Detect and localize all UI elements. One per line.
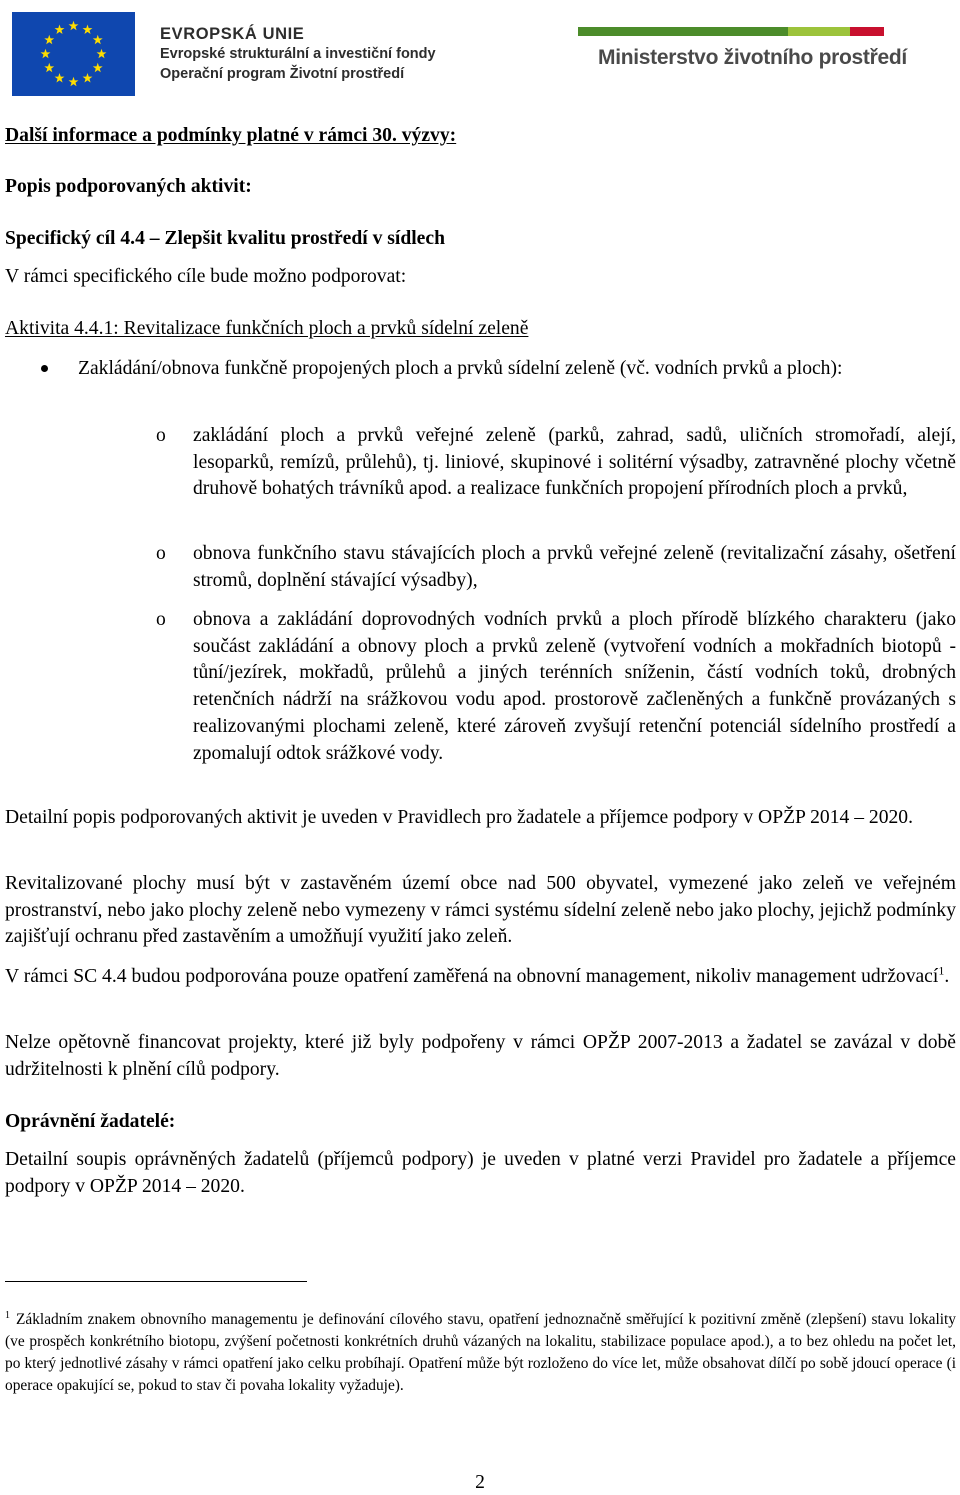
- sub-item-2: obnova funkčního stavu stávajících ploch a prvků veřejné zeleně (revitalizační zásahy, ošetření stromů, doplnění stávající výsadby),: [193, 543, 956, 591]
- specific-goal: Specifický cíl 4.4 – Zlepšit kvalitu prostředí v sídlech: [5, 228, 445, 249]
- bar-segment-dark-green: [578, 27, 788, 36]
- sub-bullet-icon: o: [156, 609, 166, 630]
- bar-segment-red: [850, 27, 884, 36]
- eu-title: EVROPSKÁ UNIE: [160, 25, 305, 43]
- paragraph-sc44-text: V rámci SC 4.4 budou podporována pouze opatření zaměřená na obnovní management, nikoliv management udržovací: [5, 966, 939, 987]
- footnote-separator: [5, 1281, 307, 1282]
- paragraph-detail: Detailní popis podporovaných aktivit je uveden v Pravidlech pro žadatele a příjemce podpory v OPŽP 2014 – 2020.: [5, 807, 913, 828]
- eu-flag-icon: [12, 12, 135, 96]
- footnote-number: 1: [5, 1309, 10, 1321]
- sub-bullet-icon: o: [156, 543, 166, 564]
- sub-item-1: zakládání ploch a prvků veřejné zeleně (parků, zahrad, sadů, uličních stromořadí, alejí, lesoparků, remízů, průlehů), tj. liniové, skupinové i solitérní výsadby, zatravněné plochy včetně druhově bohatých trávníků apod. a realizace funkčních propojení přírodních ploch a prvků,: [193, 425, 956, 500]
- paragraph-applicants: Detailní soupis oprávněných žadatelů (příjemců podpory) je uveden v platné verzi Pravidel pro žadatele a příjemce podpory v OPŽP 2014 – 2020.: [5, 1149, 956, 1197]
- eu-programme-line: Operační program Životní prostředí: [160, 66, 405, 82]
- page-header: [0, 0, 960, 110]
- heading-further-info: Další informace a podmínky platné v rámci 30. výzvy:: [5, 125, 457, 146]
- paragraph-sc44-end: .: [944, 966, 950, 987]
- ministry-color-bar: [578, 27, 884, 36]
- footnote-reference[interactable]: 1: [938, 963, 945, 978]
- paragraph-sc44: [5, 964, 956, 991]
- heading-applicants: Oprávnění žadatelé:: [5, 1111, 176, 1132]
- footnote-text: Základním znakem obnovního managementu je definování cílového stavu, opatření jednoznačně směřující k pozitivní změně (zlepšení) stavu lokality (ve prospěch konkrétního biotopu, zvýšení početnosti konkrétních druhů vázaných na lokalitu, stabilizace populace apod.), a to bez ohledu na počet let, po který jednotlivé zásahy v rámci opatření jako celku probíhají. Opatření může být rozloženo do více let, může obsahovat dílčí po sobě jdoucí operace (i operace opakující se, pokud to stav či povaha lokality vyžaduje).: [5, 1311, 956, 1394]
- eu-funds-line: Evropské strukturální a investiční fondy: [160, 46, 436, 62]
- sub-item-3: obnova a zakládání doprovodných vodních prvků a ploch přírodě blízkého charakteru (jako součást zakládání a obnovy ploch a prvků zeleně (vytvoření vodních a mokřadních biotopů - tůní/jezírek, mokřadů, průlehů a jiných terénních sníženin, částí vodních toků, drobných retenčních nádrží na srážkovou vodu apod. prostorově začleněných a funkčně provázaných s realizovanými plochami zeleně, které zároveň zvyšují retenční potenciál sídelního prostředí a zpomalují odtok srážkové vody.: [193, 609, 956, 764]
- paragraph-revitalized: Revitalizované plochy musí být v zastavěném území obce nad 500 obyvatel, vymezené jako zeleň ve veřejném prostranství, nebo jako plochy zeleně nebo vymezeny v rámci systému sídelní zeleně nebo jako plochy, jejichž podmínky zajišťují ochranu před zastavěním a umožňují využití jako zeleň.: [5, 873, 956, 948]
- bar-segment-light-green: [788, 27, 850, 36]
- eu-caption: [160, 24, 436, 84]
- footnote: [5, 1309, 956, 1397]
- intro-text: V rámci specifického cíle bude možno podporovat:: [5, 266, 407, 287]
- heading-activities: Popis podporovaných aktivit:: [5, 176, 252, 197]
- page-number: 2: [475, 1472, 485, 1493]
- activity-title: Aktivita 4.4.1: Revitalizace funkčních ploch a prvků sídelní zeleně: [5, 318, 529, 339]
- paragraph-no-refinance: Nelze opětovně financovat projekty, které již byly podpořeny v rámci OPŽP 2007-2013 a žadatel se zavázal v době udržitelnosti k plnění cílů podpory.: [5, 1032, 956, 1080]
- ministry-name: Ministerstvo životního prostředí: [598, 46, 907, 69]
- sub-bullet-icon: o: [156, 425, 166, 446]
- bullet-main-text: Zakládání/obnova funkčně propojených ploch a prvků sídelní zeleně (vč. vodních prvků a ploch):: [78, 358, 843, 379]
